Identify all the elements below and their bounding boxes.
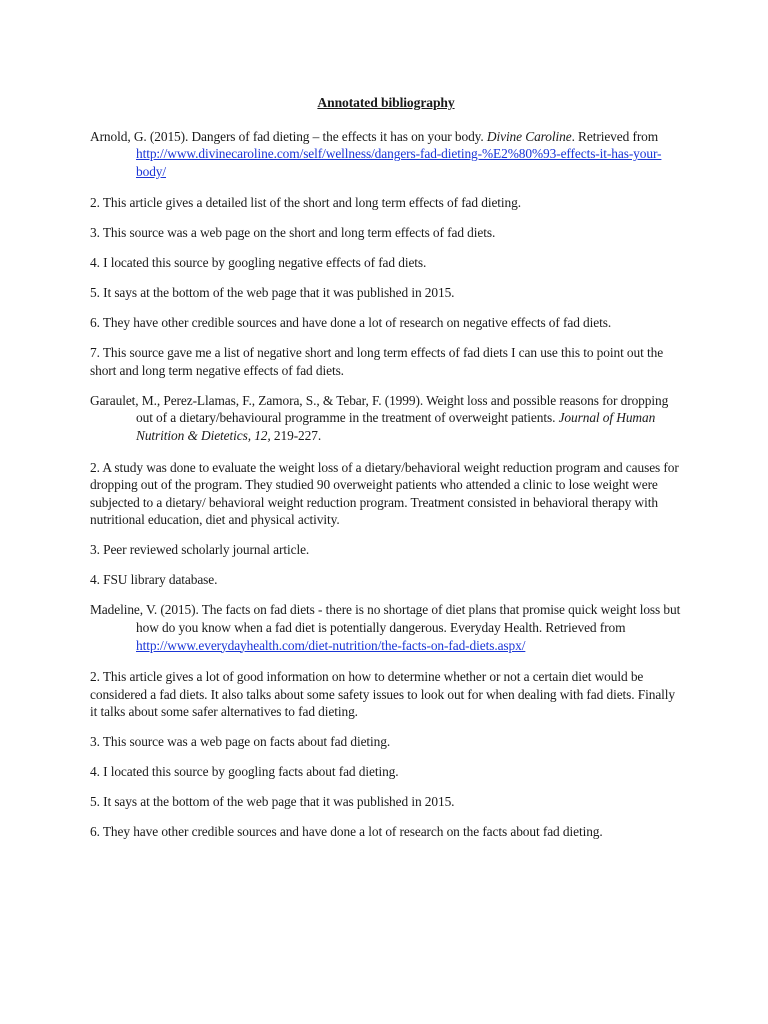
citation-garaulet bbox=[90, 392, 682, 445]
citation-text: Garaulet, M., Perez-Llamas, F., Zamora, S., & Tebar, F. (1999). Weight loss and possible reasons for dropping out of a dietary/behavioural programme in the treatment of overweight patients. bbox=[90, 392, 669, 426]
annotation-note: 3. This source was a web page on the short and long term effects of fad diets. bbox=[90, 225, 496, 241]
annotation-note: 2. A study was done to evaluate the weight loss of a dietary/behavioral weight reduction program and causes for dropping out of the program. They studied 90 overweight patients who attended a clinic to lose weight were subjected to a dietary/ behavioral weight reduction program. Treatment consisted in behavioral therapy with nutritional education, diet and physical activity. bbox=[90, 459, 679, 528]
annotation-note: 6. They have other credible sources and have done a lot of research on negative effects of fad diets. bbox=[90, 315, 612, 331]
document-title: Annotated bibliography bbox=[317, 95, 455, 110]
annotation-note: 5. It says at the bottom of the web page that it was published in 2015. bbox=[90, 285, 455, 301]
citation-text: Madeline, V. (2015). The facts on fad diets - there is no shortage of diet plans that promise quick weight loss but how do you know when a fad diet is potentially dangerous. Everyday Health. Retrieved from bbox=[90, 602, 681, 635]
annotation-note: 7. This source gave me a list of negative short and long term effects of fad diets I can use this to point out the short and long term negative effects of fad diets. bbox=[90, 345, 664, 378]
citation-arnold bbox=[90, 128, 682, 181]
annotation-note: 4. I located this source by googling facts about fad dieting. bbox=[90, 764, 399, 780]
annotation-note: 3. This source was a web page on facts about fad dieting. bbox=[90, 734, 391, 750]
annotation-note: 4. FSU library database. bbox=[90, 572, 218, 588]
citation-source-title: Divine Caroline bbox=[486, 128, 572, 144]
annotation-note: 5. It says at the bottom of the web page that it was published in 2015. bbox=[90, 794, 455, 810]
annotation-note: 2. This article gives a detailed list of the short and long term effects of fad dieting. bbox=[90, 195, 521, 211]
citation-link[interactable]: http://www.everydayhealth.com/diet-nutrition/the-facts-on-fad-diets.aspx/ bbox=[136, 637, 526, 653]
annotation-note: 6. They have other credible sources and have done a lot of research on the facts about fad dieting. bbox=[90, 824, 603, 840]
annotation-note: 4. I located this source by googling negative effects of fad diets. bbox=[90, 255, 427, 271]
citation-text: Arnold, G. (2015). Dangers of fad dieting – the effects it has on your body. bbox=[90, 128, 487, 144]
citation-text: . Retrieved from bbox=[571, 128, 659, 144]
citation-source-title: Journal of Human Nutrition & Dietetics, 12, bbox=[136, 410, 656, 444]
citation-link[interactable]: http://www.divinecaroline.com/self/wellness/dangers-fad-dieting-%E2%80%93-effects-it-has-your-body/ bbox=[136, 146, 662, 179]
annotation-note: 3. Peer reviewed scholarly journal article. bbox=[90, 542, 310, 558]
annotation-note: 2. This article gives a lot of good information on how to determine whether or not a certain diet would be considered a fad diets. It also talks about some safety issues to look out for when dealing with fad diets. Finally it talks about some safer alternatives to fad dieting. bbox=[90, 669, 676, 720]
citation-madeline bbox=[90, 601, 682, 654]
citation-text: 219-227. bbox=[270, 428, 322, 444]
